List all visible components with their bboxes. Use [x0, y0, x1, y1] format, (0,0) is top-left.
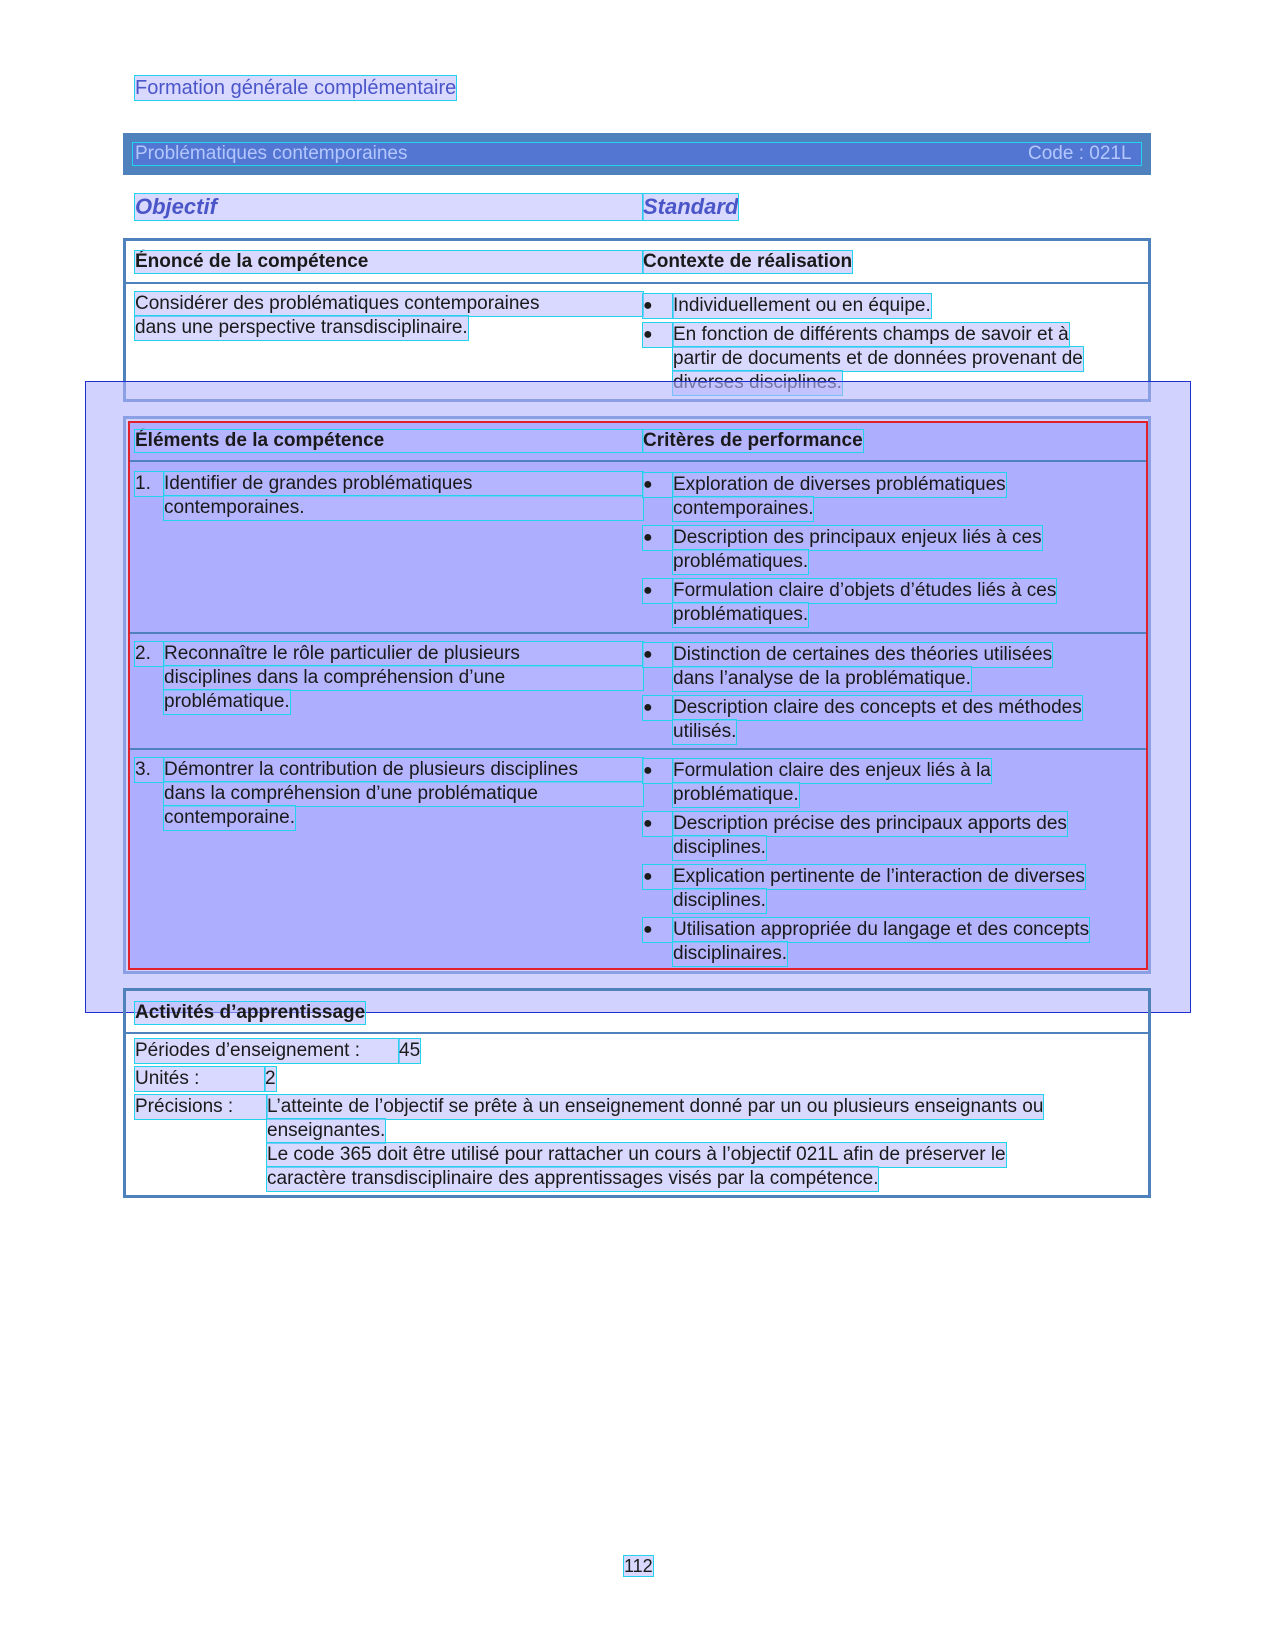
critere-text: problématiques.: [673, 551, 809, 572]
element-text: disciplines dans la compréhension d’une: [164, 666, 643, 690]
precisions-text: L’atteinte de l’objectif se prête à un enseignement donné par un ou plusieurs enseignants ou: [267, 1096, 1044, 1117]
criteres-heading: Critères de performance: [643, 430, 863, 451]
precisions-label: Précisions :: [135, 1095, 267, 1119]
element-text: problématique.: [164, 691, 290, 712]
unites-value: 2: [265, 1068, 276, 1089]
element-number: 3.: [135, 758, 164, 782]
objectif-heading: Objectif: [135, 194, 643, 220]
bullet-icon: ●: [643, 696, 673, 720]
document-section-title: Formation générale complémentaire: [135, 77, 457, 99]
bullet-icon: ●: [643, 473, 673, 497]
element-text: contemporaines.: [164, 496, 643, 520]
critere-text: contemporaines.: [673, 498, 814, 519]
bullet-icon: ●: [643, 865, 673, 889]
critere-text: disciplinaires.: [673, 943, 788, 964]
contexte-item: En fonction de différents champs de savoir et à: [673, 324, 1069, 345]
bullet-icon: ●: [643, 918, 673, 942]
elements-heading: Éléments de la compétence: [135, 430, 643, 452]
critere-text: Formulation claire des enjeux liés à la: [673, 760, 991, 781]
bullet-icon: ●: [643, 323, 673, 347]
precisions-text: enseignantes.: [267, 1120, 386, 1141]
enonce-line: Considérer des problématiques contemporaines: [135, 292, 643, 316]
bullet-icon: ●: [643, 294, 673, 318]
competence-divider: [126, 282, 1148, 284]
element-text: dans la compréhension d’une problématique: [164, 782, 643, 806]
page-number: 112: [624, 1556, 653, 1576]
course-code: Code : 021L: [1028, 143, 1132, 164]
precisions-text: caractère transdisciplinaire des apprentissages visés par la compétence.: [267, 1168, 879, 1189]
critere-text: problématique.: [673, 784, 799, 805]
bullet-icon: ●: [643, 759, 673, 783]
bullet-icon: ●: [643, 579, 673, 603]
bullet-icon: ●: [643, 526, 673, 550]
critere-text: Exploration de diverses problématiques: [673, 474, 1006, 495]
enonce-line: dans une perspective transdisciplinaire.: [135, 317, 468, 338]
enonce-heading: Énoncé de la compétence: [135, 251, 643, 273]
contexte-heading: Contexte de réalisation: [643, 251, 853, 272]
critere-text: disciplines.: [673, 890, 766, 911]
critere-text: Formulation claire d’objets d’études liés à ces: [673, 580, 1057, 601]
critere-text: problématiques.: [673, 604, 809, 625]
bullet-icon: ●: [643, 812, 673, 836]
row-divider: [130, 748, 1146, 750]
precisions-text: Le code 365 doit être utilisé pour rattacher un cours à l’objectif 021L afin de préserver le: [267, 1144, 1006, 1165]
course-title: Problématiques contemporaines: [135, 143, 408, 164]
activites-heading: Activités d’apprentissage: [135, 1002, 366, 1023]
critere-text: Description des principaux enjeux liés à ces: [673, 527, 1042, 548]
critere-text: Distinction de certaines des théories utilisées: [673, 644, 1053, 665]
element-text: Reconnaître le rôle particulier de plusieurs: [164, 642, 643, 666]
standard-heading: Standard: [643, 194, 739, 219]
activites-divider: [126, 1032, 1148, 1034]
element-number: 2.: [135, 642, 164, 666]
element-text: contemporaine.: [164, 807, 295, 828]
elements-divider: [130, 460, 1146, 462]
bullet-icon: ●: [643, 643, 673, 667]
critere-text: dans l’analyse de la problématique.: [673, 668, 971, 689]
periodes-label: Périodes d’enseignement :: [135, 1039, 399, 1063]
contexte-item: Individuellement ou en équipe.: [673, 295, 931, 316]
critere-text: disciplines.: [673, 837, 766, 858]
critere-text: Utilisation appropriée du langage et des concepts: [673, 919, 1090, 940]
critere-text: Description claire des concepts et des méthodes: [673, 697, 1082, 718]
element-text: Démontrer la contribution de plusieurs disciplines: [164, 758, 643, 782]
unites-label: Unités :: [135, 1067, 265, 1091]
critere-text: utilisés.: [673, 721, 737, 742]
critere-text: Description précise des principaux apports des: [673, 813, 1067, 834]
element-text: Identifier de grandes problématiques: [164, 472, 643, 496]
element-number: 1.: [135, 472, 164, 496]
periodes-value: 45: [399, 1040, 421, 1061]
contexte-item: partir de documents et de données provenant de: [673, 348, 1083, 369]
row-divider: [130, 632, 1146, 634]
critere-text: Explication pertinente de l’interaction de diverses: [673, 866, 1085, 887]
